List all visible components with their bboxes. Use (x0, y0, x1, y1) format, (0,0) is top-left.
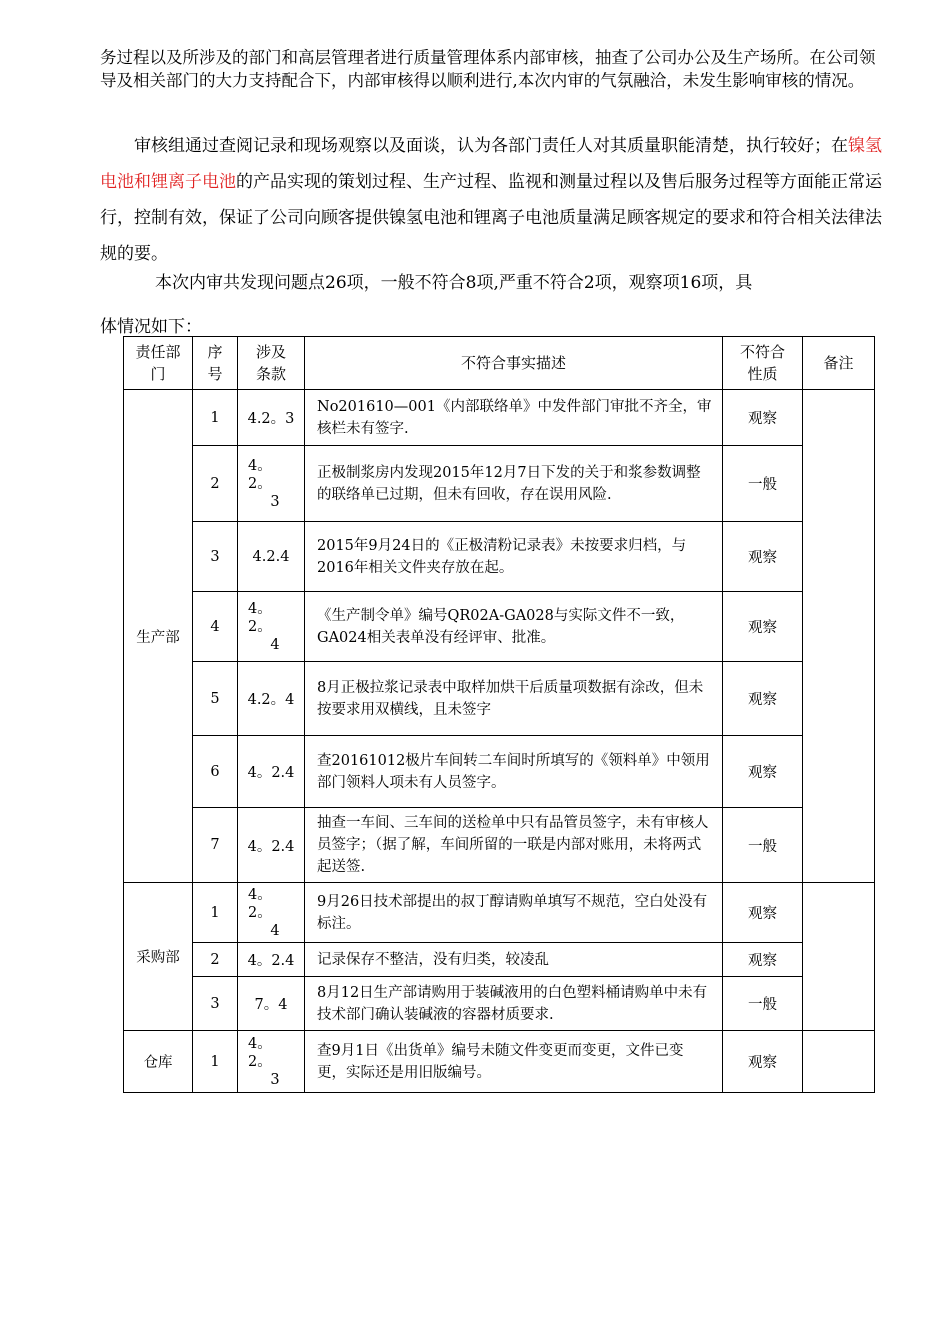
nature-cell: 一般 (723, 808, 803, 883)
header-dept: 责任部门 (124, 337, 193, 390)
clause-part: 3 (270, 1071, 280, 1088)
clause-cell: 4。2.4 (238, 808, 305, 883)
table-row (124, 943, 875, 977)
row-number: 6 (193, 736, 238, 808)
clause-part: 2。 (248, 618, 272, 635)
row-number: 3 (193, 522, 238, 592)
nature-cell: 观察 (723, 1031, 803, 1093)
table-row (124, 390, 875, 446)
table-row (124, 883, 875, 943)
intro-paragraph-1: 务过程以及所涉及的部门和高层管理者进行质量管理体系内部审核，抽查了公司办公及生产场所。在公司领导及相关部门的大力支持配合下，内部审核得以顺利进行,本次内审的气氛融洽，未发生影响审核的情况。 (100, 48, 876, 90)
clause-cell: 4。2.4 (238, 736, 305, 808)
para2-text-a: 审核组通过查阅记录和现场观察以及面谈，认为各部门责任人对其质量职能清楚，执行较好；在 (134, 136, 848, 156)
header-nature: 不符合性质 (723, 337, 803, 390)
intro-paragraph-4: 体情况如下： (100, 317, 202, 337)
table-row (124, 662, 875, 736)
clause-part: 4。 (248, 600, 272, 617)
intro-paragraph-3: 本次内审共发现问题点26项，一般不符合8项,严重不符合2项，观察项16项，具 (155, 273, 753, 293)
clause-cell (238, 592, 305, 662)
description-cell: 抽查一车间、三车间的送检单中只有品管员签字，未有审核人员签字；（据了解，车间所留的一联是内部对账用，未将两式起送签. (305, 808, 723, 883)
description-cell: 2015年9月24日的《正极清粉记录表》未按要求归档，与2016年相关文件夹存放在起。 (305, 522, 723, 592)
dept-cell: 仓库 (124, 1031, 193, 1093)
description-cell: 查20161012极片车间转二车间时所填写的《领料单》中领用部门领料人项未有人员签字。 (305, 736, 723, 808)
table-row (124, 592, 875, 662)
remark-cell (803, 1031, 875, 1093)
description-cell: 8月12日生产部请购用于装碱液用的白色塑料桶请购单中未有技术部门确认装碱液的容器材质要求. (305, 977, 723, 1031)
description-cell: 正极制浆房内发现2015年12月7日下发的关于和浆参数调整的联络单已过期，但未有回收，存在误用风险. (305, 446, 723, 522)
clause-cell: 4。2.4 (238, 943, 305, 977)
nature-cell: 观察 (723, 522, 803, 592)
table-row (124, 808, 875, 883)
header-no: 序号 (193, 337, 238, 390)
nature-cell: 观察 (723, 592, 803, 662)
row-number: 2 (193, 943, 238, 977)
nonconformity-table (123, 336, 875, 1093)
table-row (124, 522, 875, 592)
nature-cell: 观察 (723, 736, 803, 808)
table-row (124, 446, 875, 522)
row-number: 1 (193, 1031, 238, 1093)
table-body (124, 390, 875, 1093)
nature-cell: 观察 (723, 662, 803, 736)
clause-part: 4 (270, 922, 280, 939)
description-cell: 《生产制令单》编号QR02A-GA028与实际文件不一致，GA024相关表单没有经评审、批准。 (305, 592, 723, 662)
clause-cell (238, 1031, 305, 1093)
header-clause: 涉及条款 (238, 337, 305, 390)
clause-cell: 4.2.4 (238, 522, 305, 592)
dept-cell: 生产部 (124, 390, 193, 883)
intro-paragraph-2 (100, 128, 890, 272)
table-header-row (124, 337, 875, 390)
row-number: 5 (193, 662, 238, 736)
clause-part: 2。 (248, 475, 272, 492)
row-number: 3 (193, 977, 238, 1031)
clause-cell (238, 446, 305, 522)
remark-cell (803, 883, 875, 1031)
row-number: 1 (193, 390, 238, 446)
description-cell: No201610—001《内部联络单》中发件部门审批不齐全，审核栏未有签字. (305, 390, 723, 446)
nature-cell: 观察 (723, 943, 803, 977)
para2-text-b: 的产品实现的策划过程、生产过程、监视和测量过程以及售后服务过程等方面能正常运行，控制有效，保证了公司向顾客提供镍氢电池和锂离子电池质量满足顾客规定的要求和符合相关法律法规的要。 (100, 172, 882, 264)
row-number: 1 (193, 883, 238, 943)
remark-cell (803, 390, 875, 883)
clause-cell (238, 883, 305, 943)
row-number: 2 (193, 446, 238, 522)
table-row (124, 977, 875, 1031)
nature-cell: 观察 (723, 390, 803, 446)
product-highlight: 镍氢电池和锂离子电池 (100, 136, 882, 192)
description-cell: 9月26日技术部提出的叔丁醇请购单填写不规范，空白处没有标注。 (305, 883, 723, 943)
description-cell: 8月正极拉浆记录表中取样加烘干后质量项数据有涂改，但未按要求用双横线，且未签字 (305, 662, 723, 736)
table-row (124, 736, 875, 808)
clause-part: 2。 (248, 1053, 272, 1070)
clause-cell: 4.2。4 (238, 662, 305, 736)
description-cell: 查9月1日《出货单》编号未随文件变更而变更，文件已变更，实际还是用旧版编号。 (305, 1031, 723, 1093)
clause-part: 4。 (248, 457, 272, 474)
nature-cell: 一般 (723, 446, 803, 522)
clause-part: 2。 (248, 904, 272, 921)
clause-part: 3 (270, 493, 280, 510)
header-remark: 备注 (803, 337, 875, 390)
clause-cell: 7。4 (238, 977, 305, 1031)
row-number: 7 (193, 808, 238, 883)
table-row (124, 1031, 875, 1093)
clause-part: 4。 (248, 1035, 272, 1052)
nature-cell: 一般 (723, 977, 803, 1031)
nature-cell: 观察 (723, 883, 803, 943)
row-number: 4 (193, 592, 238, 662)
clause-part: 4 (270, 636, 280, 653)
dept-cell: 采购部 (124, 883, 193, 1031)
clause-cell: 4.2。3 (238, 390, 305, 446)
header-desc: 不符合事实描述 (305, 337, 723, 390)
clause-part: 4。 (248, 886, 272, 903)
description-cell: 记录保存不整洁，没有归类，较凌乱 (305, 943, 723, 977)
